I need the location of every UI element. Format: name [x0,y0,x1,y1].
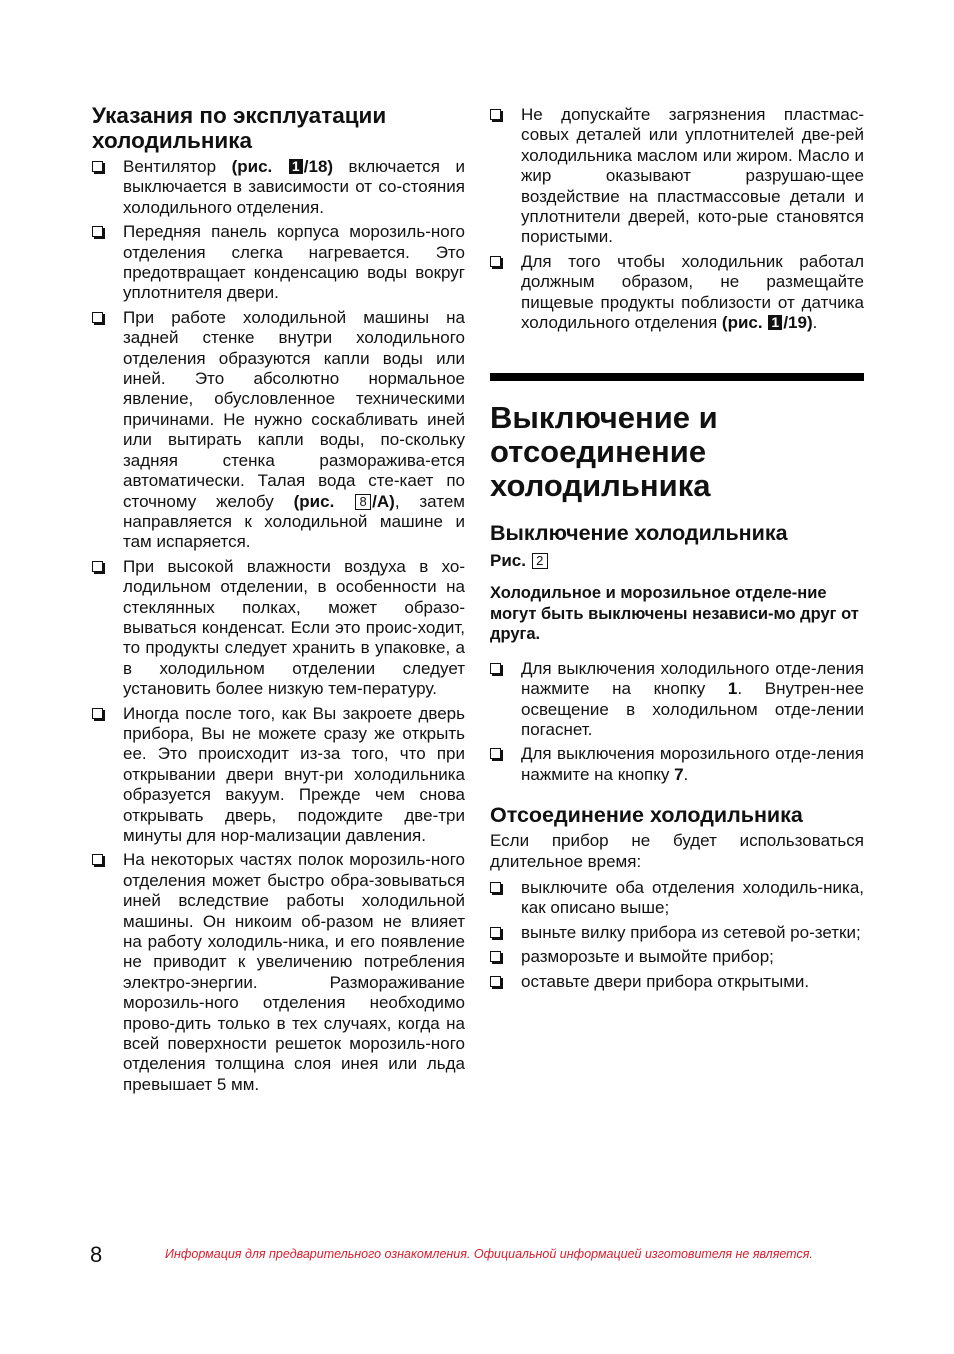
checkbox-bullet-icon [92,312,103,323]
figure-number-badge: 2 [532,553,548,569]
checkbox-bullet-icon [92,161,103,172]
checkbox-bullet-icon [490,951,501,962]
figure-number-badge: 8 [355,494,371,510]
list-item: Передняя панель корпуса морозиль-ного отделения слегка нагревается. Это предотвращает конденсацию воды вокруг уплотнителя двери. [92,222,465,304]
checkbox-bullet-icon [92,854,103,865]
disconnect-intro: Если прибор не будет использоваться длительное время: [490,831,864,871]
list-item: При высокой влажности воздуха в хо-лодильном отделении, в особенности на стеклянных полках, может образо-вываться конденсат. Если это проис-ходит, то продукты следует хранить в упаковке, а в холодильном отделении следует установить более низкую тем-пературу. [92,557,465,700]
checkbox-bullet-icon [92,226,103,237]
section-heading-usage: Указания по эксплуатации холодильника [92,103,387,153]
list-item: Для того чтобы холодильник работал должным образом, не размещайте пищевые продукты поблизости от датчика холодильного отделения (рис. 1 /19). [490,252,864,334]
checkbox-bullet-icon [490,109,501,120]
checkbox-bullet-icon [490,748,501,759]
list-item: выключите оба отделения холодиль-ника, как описано выше; [490,878,864,919]
checkbox-bullet-icon [92,708,103,719]
list-item: Вентилятор (рис. 1 /18) включается и выключается в зависимости от со-стояния холодильного отделения. [92,157,465,218]
list-item: На некоторых частях полок морозиль-ного отделения может быстро обра-зовываться иней вследствие работы холодильной машины. Он никоим об-разом не влияет на работу холодиль-ника, и его появление не приводит к увеличению потребления электро-энергии. Размораживание морозиль-ного отделения необходимо прово-дить только в тех случаях, когда на всей поверхности решеток морозиль-ного отделения толщина слоя инея или льда превышает 5 мм. [92,850,465,1095]
list-item: Не допускайте загрязнения пластмас-совых деталей или уплотнителей две-рей холодильника маслом или жиром. Масло и жир оказывают разрушаю-щее воздействие на пластмассовые детали и уплотнители дверей, кото-рые становятся пористыми. [490,105,864,248]
figure-number-badge: 1 [768,315,782,330]
checkbox-bullet-icon [490,663,501,674]
figure-reference: Рис. 2 [490,551,864,571]
footer-disclaimer: Информация для предварительного ознакомления. Официальной информацией изготовителя не является. [165,1247,813,1261]
page-number: 8 [90,1242,103,1267]
figure-number-badge: 1 [289,159,303,174]
checkbox-bullet-icon [490,256,501,267]
section-divider [490,373,864,381]
list-item: выньте вилку прибора из сетевой ро-зетки; [490,923,864,943]
left-column [92,103,465,1099]
chapter-title: Выключение и отсоединение холодильника [490,400,718,504]
subsection-heading-disconnect: Отсоединение холодильника [490,803,803,828]
list-item: При работе холодильной машины на задней стенке внутри холодильного отделения образуются капли воды или иней. Это абсолютно нормальное явление, обусловленное техническими причинами. Не нужно соскабливать иней или вытирать капли воды, по-скольку задняя стенка разморажива-ется автоматически. Талая вода сте-кает по сточному желобу (рис. 8 /A), затем направляется к холодильной машине и там испаряется. [92,308,465,553]
list-item: оставьте двери прибора открытыми. [490,972,864,992]
switch-off-steps [490,659,864,785]
right-column [490,105,864,996]
list-item: Для выключения холодильного отде-ления нажмите на кнопку 1. Внутрен-нее освещение в холодильном отде-лении погаснет. [490,659,864,741]
checkbox-bullet-icon [490,882,501,893]
checkbox-bullet-icon [490,976,501,987]
usage-tips-list-continued [490,105,864,333]
checkbox-bullet-icon [92,561,103,572]
disconnect-steps [490,878,864,992]
list-item: Иногда после того, как Вы закроете дверь прибора, Вы не можете сразу же открыть ее. Это происходит из-за того, что при открывании двери внут-ри холодильника образуется вакуум. Прежде чем снова открывать дверь, подождите две-три минуты для нор-мализации давления. [92,704,465,847]
list-item: разморозьте и вымойте прибор; [490,947,864,967]
usage-tips-list [92,157,465,1095]
list-item: Для выключения морозильного отде-ления нажмите на кнопку 7. [490,744,864,785]
independent-compartments-note: Холодильное и морозильное отделе-ние могут быть выключены независи-мо друг от друга. [490,584,859,644]
checkbox-bullet-icon [490,927,501,938]
subsection-heading-switch-off: Выключение холодильника [490,521,788,546]
